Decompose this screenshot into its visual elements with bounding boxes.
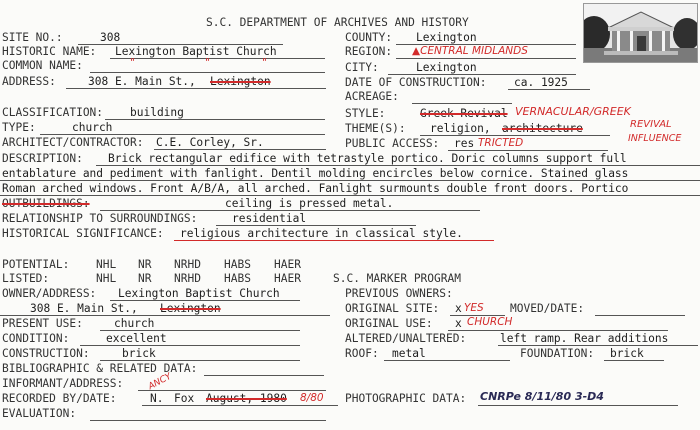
original-use-hw: CHURCH (467, 316, 513, 328)
address-label: ADDRESS: (2, 75, 56, 88)
photographic-label: PHOTOGRAPHIC DATA: (345, 392, 467, 405)
potential-col-haer: HAER (274, 258, 301, 271)
county-value: Lexington (416, 31, 477, 44)
relationship-label: RELATIONSHIP TO SURROUNDINGS: (2, 212, 198, 225)
recorded-name: Fox (174, 392, 195, 405)
listed-label: LISTED: (2, 272, 50, 285)
roof-label: ROOF: (345, 347, 379, 360)
original-site-label: ORIGINAL SITE: (345, 302, 440, 315)
foundation-value: brick (610, 347, 644, 360)
original-site-hw: YES (464, 302, 484, 314)
style-struck: Greek Revival (420, 107, 508, 120)
original-use-typed: x (455, 317, 462, 330)
theme-struck: architecture (502, 122, 583, 135)
description-line-4: ceiling is pressed metal. (225, 197, 394, 210)
recorded-date-struck: August, 1980 (206, 392, 287, 405)
bibliographic-label: BIBLIOGRAPHIC & RELATED DATA: (2, 362, 198, 375)
ditto-mark: " (130, 57, 135, 69)
present-use-value: church (114, 317, 155, 330)
condition-label: CONDITION: (2, 332, 70, 345)
owner-name: Lexington Baptist Church (118, 287, 280, 300)
region-label: REGION: (345, 45, 393, 58)
altered-label: ALTERED/UNALTERED: (345, 332, 467, 345)
construction-label: CONSTRUCTION: (2, 347, 90, 360)
site-no-value: 308 (100, 31, 121, 44)
architect-value: C.E. Corley, Sr. (156, 136, 264, 149)
foundation-label: FOUNDATION: (520, 347, 595, 360)
theme-value: religion, (430, 122, 491, 135)
potential-col-nr: NR (138, 258, 152, 271)
potential-col-nhl: NHL (96, 258, 117, 271)
city-label: CITY: (345, 61, 379, 74)
relationship-value: residential (232, 212, 307, 225)
informant-label: INFORMANT/ADDRESS: (2, 377, 124, 390)
description-line-2: entablature and pediment with fanlight. Dentil molding encircles below cornice. Stained glass (2, 167, 629, 180)
condition-value: excellent (106, 332, 167, 345)
potential-col-habs: HABS (224, 258, 251, 271)
acreage-label: ACREAGE: (345, 90, 399, 103)
ditto-mark: " (262, 57, 267, 69)
roof-value: metal (392, 347, 426, 360)
access-typed: res (454, 137, 475, 150)
owner-address-struck: Lexington (160, 302, 221, 315)
description-label: DESCRIPTION: (2, 152, 83, 165)
style-handwritten: VERNACULAR/GREEK (515, 105, 631, 118)
previous-owners-label: PREVIOUS OWNERS: (345, 287, 453, 300)
type-value: church (72, 121, 113, 134)
access-label: PUBLIC ACCESS: (345, 137, 440, 150)
present-use-label: PRESENT USE: (2, 317, 83, 330)
historic-name-label: HISTORIC NAME: (2, 45, 97, 58)
recorded-name-prefix: N. (150, 392, 164, 405)
type-label: TYPE: (2, 121, 36, 134)
altered-value: left ramp. Rear additions (500, 332, 669, 345)
description-line-1: Brick rectangular edifice with tetrastyle portico. Doric columns support full (108, 152, 627, 165)
potential-label: POTENTIAL: (2, 258, 70, 271)
photographic-value: CNRPe 8/11/80 3-D4 (480, 390, 604, 403)
date-label: DATE OF CONSTRUCTION: (345, 76, 487, 89)
original-use-label: ORIGINAL USE: (345, 317, 433, 330)
architect-label: ARCHITECT/CONTRACTOR: (2, 136, 144, 149)
ditto-mark: " (205, 57, 210, 69)
city-value: Lexington (416, 61, 477, 74)
region-value: ▲CENTRAL MIDLANDS (412, 45, 528, 57)
listed-col-haer: HAER (274, 272, 301, 285)
classification-label: CLASSIFICATION: (2, 106, 104, 119)
church-photo (583, 3, 698, 63)
description-line-3: Roman arched windows. Front A/B/A, all arched. Fanlight surmounts double front doors. Portico (2, 182, 629, 195)
classification-value: building (130, 106, 184, 119)
owner-label: OWNER/ADDRESS: (2, 287, 97, 300)
recorded-date-hw: 8/80 (300, 392, 324, 404)
recorded-label: RECORDED BY/DATE: (2, 392, 117, 405)
style-label: STYLE: (345, 107, 386, 120)
historic-name-value: Lexington Baptist Church (115, 45, 277, 58)
listed-col-nrhd: NRHD (174, 272, 201, 285)
significance-value: religious architecture in classical style. (180, 227, 463, 240)
marker-label: S.C. MARKER PROGRAM (333, 272, 461, 285)
listed-col-nr: NR (138, 272, 152, 285)
theme-label: THEME(S): (345, 122, 406, 135)
style-handwritten-2: REVIVAL (630, 119, 672, 130)
recorded-name-hw: ANCY (146, 371, 174, 393)
date-value: ca. 1925 (514, 76, 568, 89)
address-struck: Lexington (210, 75, 271, 88)
outbuildings-label: OUTBUILDINGS: (2, 197, 90, 210)
potential-col-nrhd: NRHD (174, 258, 201, 271)
owner-address: 308 E. Main St., (30, 302, 138, 315)
listed-col-nhl: NHL (96, 272, 117, 285)
access-handwritten: TRICTED (478, 137, 524, 149)
county-label: COUNTY: (345, 31, 393, 44)
moved-date-label: MOVED/DATE: (510, 302, 585, 315)
significance-label: HISTORICAL SIGNIFICANCE: (2, 227, 164, 240)
original-site-typed: x (455, 302, 462, 315)
common-name-label: COMMON NAME: (2, 59, 83, 72)
evaluation-label: EVALUATION: (2, 407, 77, 420)
address-value: 308 E. Main St., (88, 75, 196, 88)
site-no-label: SITE NO.: (2, 31, 63, 44)
listed-col-habs: HABS (224, 272, 251, 285)
agency-title: S.C. DEPARTMENT OF ARCHIVES AND HISTORY (206, 16, 469, 29)
style-handwritten-3: INFLUENCE (628, 133, 682, 144)
construction-value: brick (122, 347, 156, 360)
